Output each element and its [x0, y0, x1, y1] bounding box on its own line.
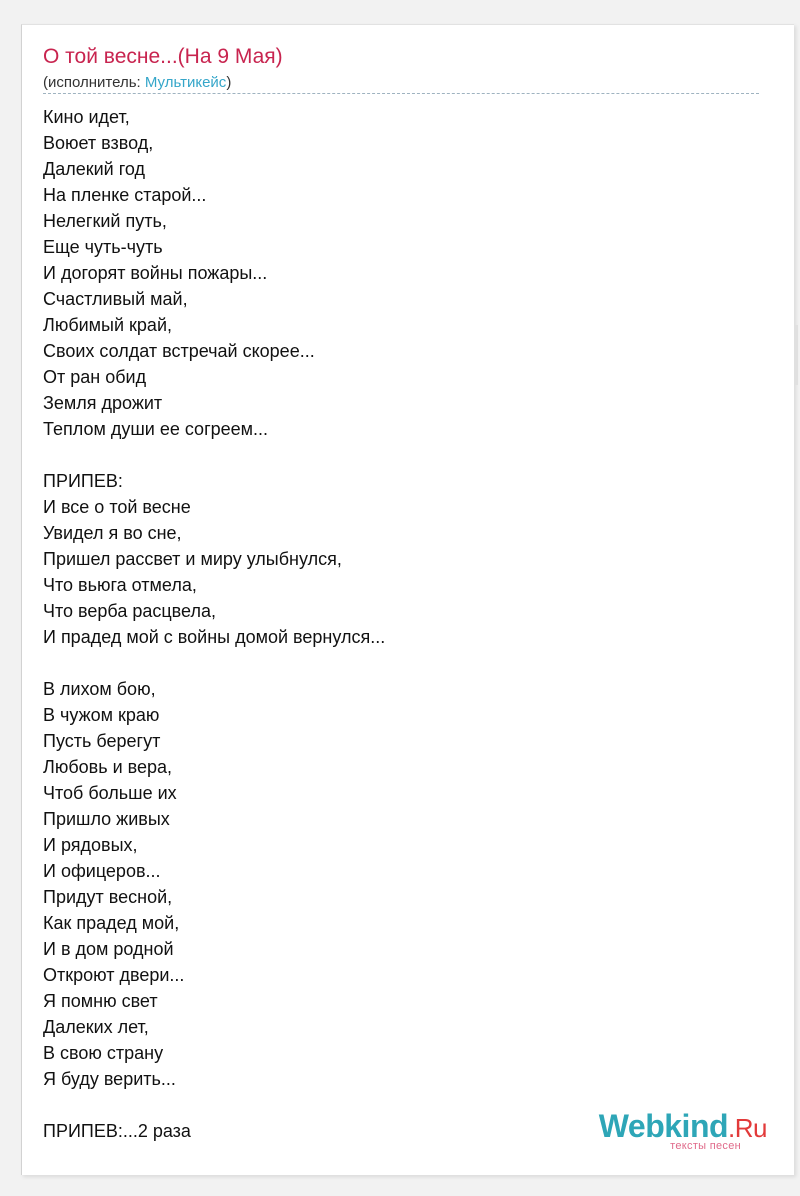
lyric-line: Я помню свет — [43, 991, 158, 1011]
lyric-line: В лихом бою, — [43, 679, 156, 699]
lyric-line: И в дом родной — [43, 939, 174, 959]
logo-tagline: тексты песен — [670, 1140, 741, 1152]
lyric-line: Пришло живых — [43, 809, 170, 829]
lyric-line: Теплом души ее согреем... — [43, 419, 269, 439]
lyric-line: Любимый край, — [43, 315, 172, 335]
lyric-line: ПРИПЕВ: — [43, 471, 123, 491]
lyric-line: Воюет взвод, — [43, 133, 154, 153]
lyric-line: Кино идет, — [43, 107, 130, 127]
lyric-line: Земля дрожит — [43, 393, 163, 413]
logo-name: Webkind — [598, 1108, 729, 1144]
lyric-line: И все о той весне — [43, 497, 191, 517]
lyric-line: Как прадед мой, — [43, 913, 180, 933]
lyric-line: И офицеров... — [43, 861, 161, 881]
lyric-line: Еще чуть-чуть — [43, 237, 163, 257]
lyric-line: От ран обид — [43, 367, 147, 387]
lyrics-page — [21, 24, 794, 1175]
lyric-line: Чтоб больше их — [43, 783, 177, 803]
lyric-line: И прадед мой с войны домой вернулся... — [43, 627, 386, 647]
lyric-line: Откроют двери... — [43, 965, 185, 985]
lyric-line: И догорят войны пожары... — [43, 263, 268, 283]
stanza-break — [43, 650, 763, 676]
artist-line — [43, 73, 231, 93]
lyric-line: ПРИПЕВ:...2 раза — [43, 1121, 191, 1141]
artist-prefix: (исполнитель: — [43, 74, 145, 91]
lyric-line: Увидел я во сне, — [43, 523, 182, 543]
lyric-line: И рядовых, — [43, 835, 138, 855]
webkind-logo[interactable] — [598, 1108, 767, 1152]
lyric-line: В чужом краю — [43, 705, 160, 725]
lyric-line: В свою страну — [43, 1043, 164, 1063]
lyric-line: Пусть берегут — [43, 731, 161, 751]
lyric-line: Далекий год — [43, 159, 145, 179]
lyric-line: Что верба расцвела, — [43, 601, 216, 621]
lyric-line: Я буду верить... — [43, 1069, 176, 1089]
lyric-line: На пленке старой... — [43, 185, 207, 205]
artist-link[interactable]: Мультикейс — [144, 74, 227, 91]
lyric-line: Пришел рассвет и миру улыбнулся, — [43, 549, 342, 569]
lyric-line: Что вьюга отмела, — [43, 575, 197, 595]
song-title: О той весне...(На 9 Мая) — [43, 45, 283, 68]
stanza-break — [43, 442, 763, 468]
lyric-line: Счастливый май, — [43, 289, 188, 309]
lyric-line: Своих солдат встречай скорее... — [43, 341, 315, 361]
lyric-line: Придут весной, — [43, 887, 173, 907]
lyric-line: Далеких лет, — [43, 1017, 149, 1037]
lyric-line: Любовь и вера, — [43, 757, 173, 777]
logo-tld: .Ru — [728, 1113, 767, 1143]
artist-suffix: ) — [226, 74, 232, 91]
header-divider — [43, 93, 759, 94]
lyrics-body — [43, 104, 763, 1144]
lyric-line: Нелегкий путь, — [43, 211, 167, 231]
